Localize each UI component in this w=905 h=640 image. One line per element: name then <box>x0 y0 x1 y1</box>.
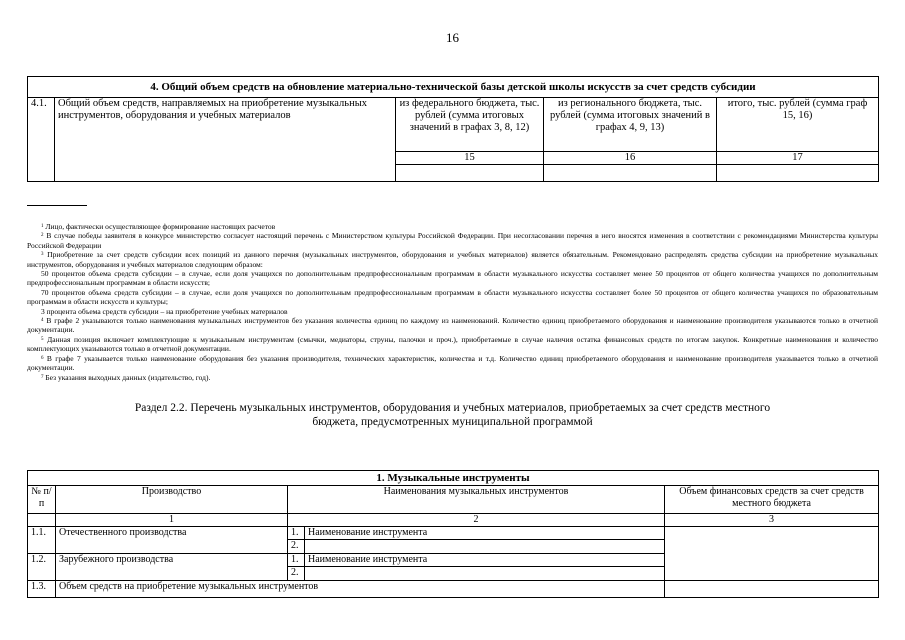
item-name <box>305 540 665 554</box>
col-federal-header: из федерального бюджета, тыс. рублей (сумма итоговых значений в графах 3, 8, 12) <box>396 98 544 152</box>
total-value <box>665 581 879 598</box>
table-title-row <box>28 471 879 486</box>
col-number-16: 16 <box>544 152 717 165</box>
total-label: Объем средств на приобретение музыкальных инструментов <box>56 581 665 598</box>
instruments-table-title: 1. Музыкальные инструменты <box>28 471 879 486</box>
table-musical-instruments <box>27 470 879 598</box>
row-number: 1.3. <box>28 581 56 598</box>
header-names: Наименования музыкальных инструментов <box>288 486 665 514</box>
header-production: Производство <box>56 486 288 514</box>
row-number: 1.1. <box>28 527 56 554</box>
footnote: $^3$ Приобретение за счет средств субсидии всех позиций из данного перечня (музыкальных инструментов, оборудования и учебных материалов) является обязательным. Рекомендовано распределять средства субсидии на приобретение музыкальных инструментов, оборудования и учебных материалов следующим образом: <box>27 250 878 269</box>
item-name: Наименование инструмента <box>305 554 665 567</box>
header-volume: Объем финансовых средств за счет средств местного бюджета <box>665 486 879 514</box>
footnotes <box>27 222 878 382</box>
item-number: 2. <box>288 567 305 581</box>
section-heading-line: Раздел 2.2. Перечень музыкальных инструментов, оборудования и учебных материалов, приобретаемых за счет средств местного <box>134 402 771 414</box>
col-number-15: 15 <box>396 152 544 165</box>
row-label: Общий объем средств, направляемых на приобретение музыкальных инструментов, оборудования и учебных материалов <box>55 98 396 182</box>
item-number: 2. <box>288 540 305 554</box>
item-name: Наименование инструмента <box>305 527 665 540</box>
footnote: $^2$ В случае победы заявителя в конкурсе министерство согласует настоящий перечень с Министерством культуры Российской Федерации. При несогласовании перечня в него вносятся изменения в соответствии с рекомендациями Министерства культуры Российской Федерации <box>27 231 879 250</box>
header-row <box>28 486 879 514</box>
footnote: $^6$ В графе 7 указывается только наименование оборудования без указания производителя, технических характеристик, количества и т.д. Количество единиц приобретаемого оборудования и наименование производителя указывается только в отчетной документации. <box>27 353 878 373</box>
col-number-3: 3 <box>665 514 879 527</box>
footnote-paragraph: 3 процента объема средств субсидии – на приобретение учебных материалов <box>41 306 288 316</box>
footnote-separator <box>27 205 87 206</box>
col-number-17: 17 <box>717 152 879 165</box>
footnote-paragraph: 70 процентов объема средств субсидии – в случае, если доля учащихся по дополнительным предпрофессиональным программам в области музыкального искусства составляет более 50 процентов от общего количества учащихся по образовательным программам в области искусств и культуры; <box>27 287 878 307</box>
item-name <box>305 567 665 581</box>
header-number: № п/п <box>28 486 56 514</box>
item-number: 1. <box>288 527 305 540</box>
footnote: $^1$ Лицо, фактически осуществляющее формирование настоящих расчетов <box>41 222 276 231</box>
section-heading <box>40 401 865 429</box>
col-number-1: 1 <box>56 514 288 527</box>
row-production: Зарубежного производства <box>56 554 288 581</box>
table4-title: 4. Общий объем средств на обновление материально-технической базы детской школы искусств за счет средств субсидии <box>28 77 879 98</box>
total-row <box>28 581 879 598</box>
table-title-row <box>28 77 879 98</box>
page-number: 16 <box>446 30 459 45</box>
table-row <box>28 527 879 540</box>
table-material-base-funds <box>27 76 879 182</box>
section-heading-line: бюджета, предусмотренных муниципальной программой <box>312 416 593 428</box>
row-production: Отечественного производства <box>56 527 288 554</box>
value-regional <box>544 165 717 182</box>
value-total <box>717 165 879 182</box>
col-number-2: 2 <box>288 514 665 527</box>
row-number: 4.1. <box>28 98 55 182</box>
footnote: $^4$ В графе 2 указываются только наименования музыкальных инструментов без указания количества единиц по каждому из наименований. Количество единиц приобретаемого оборудования и наименование производителя указываются только в отчетной документации. <box>27 316 879 335</box>
column-number-row <box>28 514 879 527</box>
col-number-blank <box>28 514 56 527</box>
table-row <box>28 98 879 152</box>
item-number: 1. <box>288 554 305 567</box>
row-volume-value <box>665 527 879 581</box>
col-regional-header: из регионального бюджета, тыс. рублей (сумма итоговых значений в графах 4, 9, 13) <box>544 98 717 152</box>
row-number: 1.2. <box>28 554 56 581</box>
col-total-header: итого, тыс. рублей (сумма граф 15, 16) <box>717 98 879 152</box>
value-federal <box>396 165 544 182</box>
footnote-paragraph: 50 процентов объема средств субсидии – в случае, если доля учащихся по дополнительным предпрофессиональным программам в области музыкального искусства составляет менее 50 процентов от общего количества учащихся по дополнительным предпрофессиональным программам в области искусств; <box>27 269 878 288</box>
footnote: $^5$ Данная позиция включает комплектующие к музыкальным инструментам (смычки, медиаторы, струны, палочки и проч.), приобретаемые в случае наличия остатка финансовых средств по итогам закупок. Конкретные наименования и количество комплектующих указываются только в отчетной документации. <box>27 334 878 354</box>
footnote: $^7$ Без указания выходных данных (издательство, год). <box>41 372 211 382</box>
